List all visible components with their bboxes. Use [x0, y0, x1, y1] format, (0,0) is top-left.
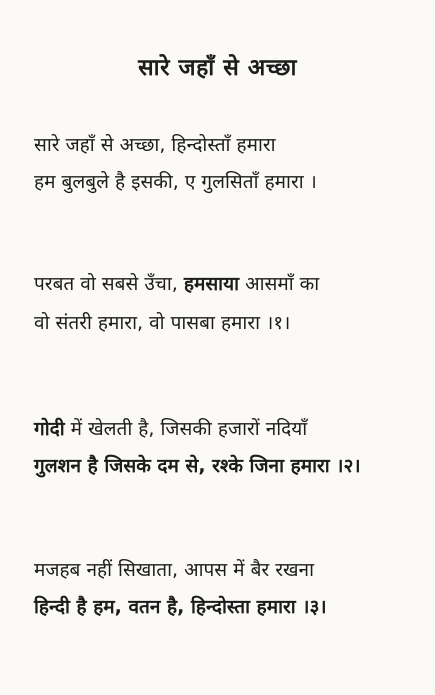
stanza-4-line-1: मजहब नहीं सिखाता, आपस में बैर रखना — [34, 559, 315, 581]
stanza-2-line-1 — [34, 273, 429, 296]
stanza-2-line-1-emphasis: हमसाया — [183, 273, 240, 295]
stanza-2-line-1-part-3: आसमाँ का — [239, 273, 320, 295]
stanza-2-line-2: वो संतरी हमारा, वो पासबा हमारा ।१। — [34, 312, 291, 334]
stanza-1-line-2: हम बुलबुले है इसकी, ए गुलसिताँ हमारा । — [34, 171, 317, 193]
stanza-3-line-1-emphasis: गोदी — [34, 418, 65, 440]
stanza-3-line-1-part-2: में खेलती है, जिसकी हजारों नदियाँ — [64, 418, 308, 440]
stanza-3-line-1 — [34, 418, 429, 441]
stanza-1-line-1: सारे जहाँ से अच्छा, हिन्दोस्ताँ हमारा — [34, 134, 276, 156]
stanza-4-line-2: हिन्दी है हम, वतन है, हिन्दोस्ता हमारा ।३। — [34, 596, 327, 618]
stanza-2-line-1-part-1: परबत वो सबसे उँचा, — [34, 273, 184, 295]
stanza-3-line-2: गुलशन है जिसके दम से, रश्के जिना हमारा ।२। — [34, 455, 361, 477]
poem-title: सारे जहाँ से अच्छा — [138, 55, 297, 81]
